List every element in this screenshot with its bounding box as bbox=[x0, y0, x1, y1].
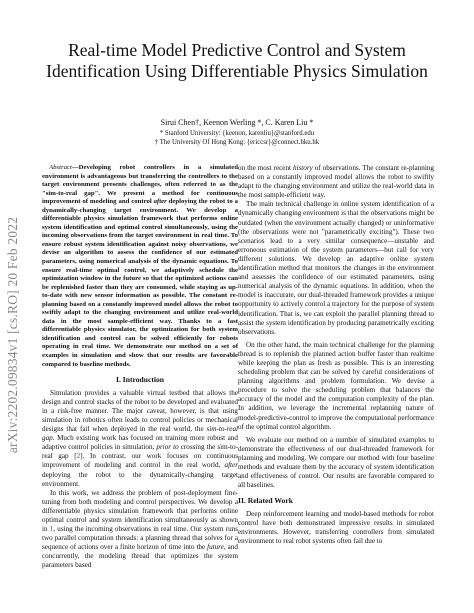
intro-paragraph-2 bbox=[42, 489, 238, 571]
right-paragraph-1 bbox=[238, 164, 434, 200]
right-p1-history: history bbox=[292, 164, 313, 172]
abstract-text-1: Developing robot controllers in a simulated environment is advantageous but transferring the controllers to the target environment presents challenges, often referred to as the "sim-to-real gap". We present a method for continuous improvement of modeling and control bbox=[42, 164, 238, 206]
arxiv-stamp-text: arXiv:2202.09834v1 [cs.RO] 20 Feb 2022 bbox=[5, 216, 20, 454]
intro-p2-c: , and concurrently, the modeling thread that optimizes the system parameters based bbox=[42, 543, 238, 570]
intro-p1-prior: prior to bbox=[156, 443, 179, 452]
intro-p2-a: In this work, we address the problem of post-deployment fine-tuning from both modeling and control perspectives. We develop a differentiable physics simulation framework that performs online optimal control and system identification simultaneously as shown in bbox=[42, 488, 238, 534]
abstract-dash: — bbox=[71, 164, 79, 171]
intro-p1-a: Simulation provides a valuable virtual testbed that allows the design and control stacks of the robot to be developed and evaluated in a risk-free manner. The major caveat, however, is that using simulation in robotics often leads to control policies or mechanical designs that fail when deployed in the real world, the bbox=[42, 388, 238, 434]
figure-link[interactable]: 1 bbox=[49, 525, 54, 534]
abstract-text-2: deploying the robot to a dynamically-changing target environment. We develop a differentiable physics simulation framework that performs online system identification and optimal control simultaneously, using the incoming observations from the target environment in real time. To ensure robust system identification against noisy observations, we devise an algorithm to assess the confidence of our estimated parameters, using numerical analysis of the dynamic equations. To ensure real-time optimal control, we adaptively schedule the optimization window in the future so that the optimized actions can be replenished faster than they are consumed, while staying as up-to-date with new sensor information as possible. The constant re-planning based on a constantly improved model allows the robot to swiftly adapt to the changing environment and utilize real-world data in the most sample-efficient way. Thanks to a fast differentiable physics simulator, the optimization for both system identification and control can be solved efficiently for robots operating in real time. We demonstrate our method on a set of examples in simulation and show that our results are favorable compared to baseline methods. bbox=[42, 198, 238, 368]
left-column bbox=[42, 164, 238, 571]
right-p1-a: on the most recent bbox=[238, 164, 293, 172]
paper-authors: Sirui Chen†, Keenon Werling *, C. Karen Liu * bbox=[160, 118, 314, 127]
intro-paragraph-1 bbox=[42, 389, 238, 489]
intro-p1-sim2real: sim-to-real gap bbox=[42, 425, 238, 443]
intro-p1-b: . Much existing work has focused on training more robust and adaptive control policies in simulation, bbox=[42, 434, 238, 452]
affiliation-stanford: * Stanford University: {keenon, karenliu}@stanford.edu bbox=[159, 130, 315, 137]
abstract-lead: Abstract bbox=[49, 164, 72, 171]
intro-p1-e: deploying the robot to the dynamically-changing target environment. bbox=[42, 470, 238, 488]
intro-p1-after: after bbox=[224, 461, 238, 470]
right-p1-b: of observations. The constant re-planning based on a constantly improved model allows the robot to swiftly adapt to the changing environment and utilize the real-world data in the most sample-efficient way. bbox=[238, 164, 434, 200]
right-column bbox=[238, 164, 434, 546]
intro-p2-b: , using the incoming observations in real time. Our system runs two parallel computation threads: a planning thread that solves for a sequence of actions over a finite horizon of time into the bbox=[42, 525, 239, 552]
intro-p1-d: ]. In contrast, our work focuses on continuous improvement of modeling and control in the real world, bbox=[42, 452, 238, 470]
intro-p2-future: future bbox=[207, 543, 224, 552]
right-paragraph-4: We evaluate our method on a number of simulated examples to demonstrate the effectiveness of our dual-threaded framework for planning and modeling. We compare our method with four baseline methods and evaluate them by the accuracy of system identification and effectiveness of control. Our results are favorable compared to all baselines. bbox=[238, 435, 434, 490]
paper-title: Real-time Model Predictive Control and System Identification Using Differentiable Physics Simulation bbox=[46, 40, 428, 81]
abstract-after: after bbox=[153, 198, 167, 206]
abstract bbox=[42, 164, 238, 369]
right-paragraph-3: On the other hand, the main technical challenge for the planning thread is to replenish the planned action buffer faster than realtime while keeping the plan as fresh as possible. This is an interesting scheduling problem that can be solved by careful considerations of planning algorithms and problem formulation. We devise a procedure to solve the scheduling problem that balances the accuracy of the model and the computation complexity of the plan. In addition, we leverage the incremental replanning nature of model-predictive-control to improve the computational performance of the optimal control algorithm. bbox=[238, 340, 434, 431]
related-work-heading: II. Related Work bbox=[238, 496, 293, 506]
affiliation-hku: † The University Of Hong Kong: {ericcsr}@connect.hku.hk bbox=[154, 139, 320, 146]
arxiv-stamp bbox=[4, 170, 22, 500]
related-work-paragraph: Deep reinforcement learning and model-based methods for robot control have both demonstrated impressive results in simulated environments. However, transferring controllers from simulated environment to real robot systems often fail due to bbox=[238, 509, 434, 546]
intro-p1-c: crossing the sim-to-real gap [ bbox=[42, 443, 238, 461]
intro-heading: I. Introduction bbox=[116, 375, 164, 385]
citation-link[interactable]: 2 bbox=[76, 452, 81, 461]
right-paragraph-2: The main technical challenge in online system identification of a dynamically changing environment is that the observations might be outdated (when the environment actually changed) or uninformative (the observations were not "parametrically exciting"). These two scenarios lead to a very similar consequence—unstable and erroneous estimation of the system parameters—but call for very different solutions. We develop an adaptive online system identification method that monitors the changes in the environment and assesses the confidence of our estimated parameters, using numerical analysis of the dynamic equations. In addition, when the model is inaccurate, our dual-threaded framework provides a unique opportunity to actively control a trajectory for the purpose of system identification. That is, we can exploit the parallel planning thread to assist the system identification by producing parametrically exciting observations. bbox=[238, 200, 434, 336]
